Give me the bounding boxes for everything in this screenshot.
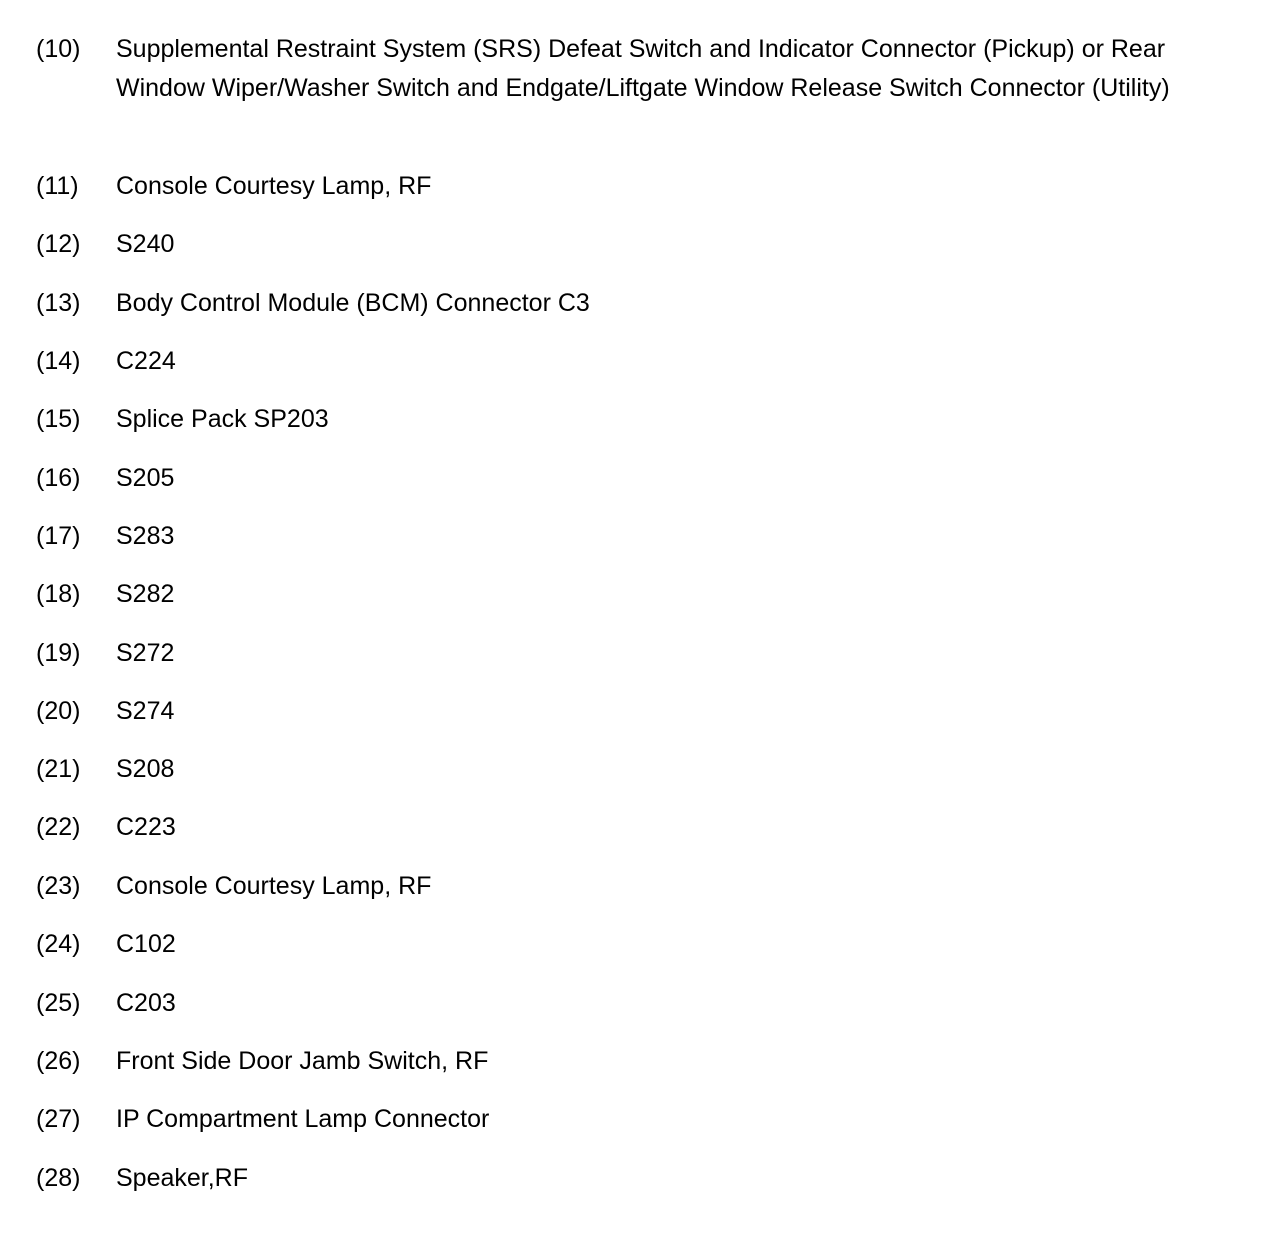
item-text: Console Courtesy Lamp, RF [116, 872, 432, 900]
item-number: (18) [36, 580, 81, 608]
item-number: (23) [36, 872, 81, 900]
item-text: S274 [116, 697, 175, 725]
item-number: (13) [36, 289, 81, 317]
item-number: (22) [36, 813, 81, 841]
item-text: C102 [116, 930, 176, 958]
item-number: (20) [36, 697, 81, 725]
item-text: Body Control Module (BCM) Connector C3 [116, 289, 590, 317]
item-text: C203 [116, 989, 176, 1017]
item-number: (27) [36, 1105, 81, 1133]
item-number: (12) [36, 230, 81, 258]
item-text: IP Compartment Lamp Connector [116, 1105, 490, 1133]
item-number: (11) [36, 172, 79, 200]
item-text: Supplemental Restraint System (SRS) Defeat Switch and Indicator Connector (Pickup) or Rear Window Wiper/Washer Switch and Endgate/Liftgate Window Release Switch Connector (Utility) [116, 35, 1170, 102]
item-text: Front Side Door Jamb Switch, RF [116, 1047, 489, 1075]
item-number: (10) [36, 35, 81, 63]
item-number: (19) [36, 639, 81, 667]
item-number: (21) [36, 755, 81, 783]
item-text: Speaker,RF [116, 1164, 249, 1192]
item-number: (15) [36, 405, 81, 433]
item-number: (14) [36, 347, 81, 375]
item-text: S240 [116, 230, 175, 258]
item-number: (24) [36, 930, 81, 958]
item-text: C224 [116, 347, 176, 375]
item-number: (17) [36, 522, 81, 550]
item-number: (25) [36, 989, 81, 1017]
item-text: C223 [116, 813, 176, 841]
item-number: (16) [36, 464, 81, 492]
item-text: Splice Pack SP203 [116, 405, 329, 433]
item-text: S282 [116, 580, 175, 608]
item-text: Console Courtesy Lamp, RF [116, 172, 432, 200]
item-text: S272 [116, 639, 175, 667]
item-text: S208 [116, 755, 175, 783]
item-number: (28) [36, 1164, 81, 1192]
item-number: (26) [36, 1047, 81, 1075]
item-text: S283 [116, 522, 175, 550]
item-text: S205 [116, 464, 175, 492]
